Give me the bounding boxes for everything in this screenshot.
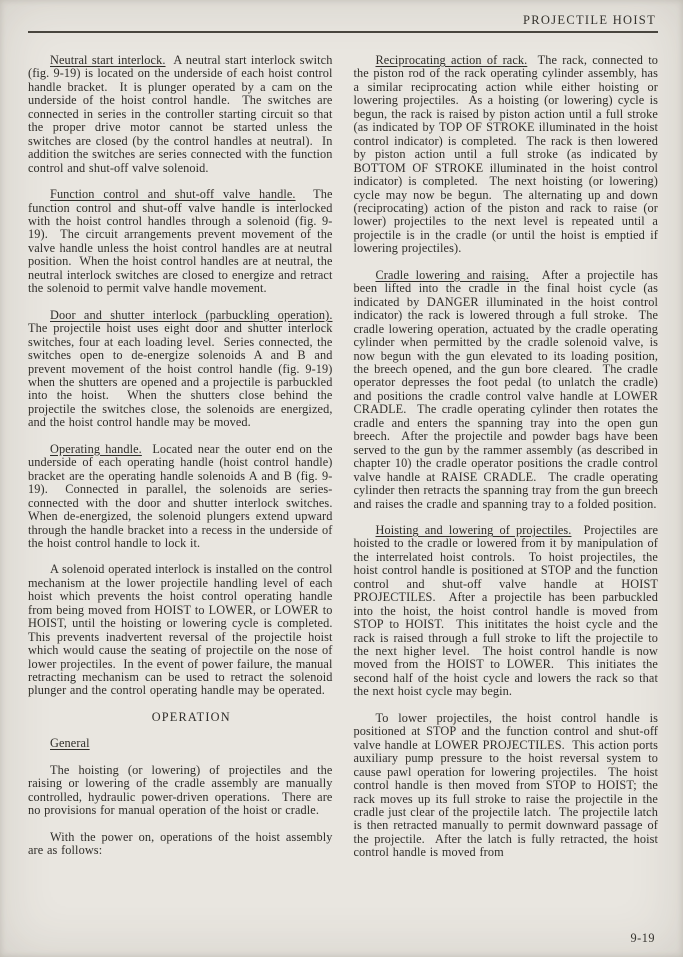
right-column bbox=[353, 53, 662, 873]
paragraph-general-intro bbox=[28, 762, 337, 818]
run-in-heading: Operating handle. bbox=[50, 441, 142, 456]
two-column-body bbox=[28, 53, 662, 873]
paragraph-text: A solenoid operated interlock is installed on the control mechanism at the lower projectile handling level of each hoist which prevents the hoist control operating handle from being moved from HOIST to LOWER, or LOWER to HOIST, until the hoisting or lowering cycle is completed. This prevents inadvertent reversal of the projectile hoist which would cause the seating of projectile on the nose of lower projectiles. In the event of power failure, the manual retracting mechanism can be used to retract the solenoid plunger and the control operating handle may be operated. bbox=[28, 562, 340, 698]
paragraph-power-on bbox=[28, 829, 337, 858]
paragraph-lower-projectiles bbox=[353, 710, 662, 860]
running-head: PROJECTILE HOIST bbox=[523, 13, 656, 27]
paragraph-reciprocating-action bbox=[353, 53, 662, 256]
page-header bbox=[28, 13, 658, 33]
run-in-heading: Hoisting and lowering of projectiles. bbox=[375, 522, 572, 537]
paragraph-function-control bbox=[28, 187, 337, 296]
paragraph-text: Located near the outer end on the underside of each operating handle (hoist control handle) bracket are the operating handle solenoids A and B (fig. 9-19). Connected in parallel, the solenoids are series-connected with the door and shutter interlock switches. When de-energized, the solenoid plungers extend upward through the handle bracket into a recess in the underside of the hoist control handle to lock it. bbox=[28, 441, 340, 550]
header-rule bbox=[28, 31, 658, 33]
paragraph-cradle-lowering-raising bbox=[353, 267, 662, 511]
paragraph-text: With the power on, operations of the hoist assembly are as follows: bbox=[28, 829, 337, 858]
run-in-heading: Neutral start interlock. bbox=[50, 53, 166, 67]
paragraph-solenoid-interlock bbox=[28, 562, 340, 698]
left-column bbox=[28, 53, 340, 873]
paragraph-operating-handle bbox=[28, 441, 340, 551]
paragraph-text: After a projectile has been lifted into the cradle in the final hoist cycle (as indicated by DANGER illuminated in the hoist control indicator) the rack is lowered through a full stroke. The cradle lowering operation, actuated by the cradle operating cylinder when permitted by the cradle solenoid valve, is now begun with the gun elevated to its loading position, the breech opened, and the gun bore cleared. The cradle operator depresses the foot pedal (to unlatch the cradle) and positions the cradle control valve handle at LOWER CRADLE. The cradle operating cylinder then rotates the cradle and enters the spanning tray into the open gun breech. After the projectile and powder bags have been served to the gun by the rammer assembly (as described in chapter 10) the cradle operator positions the cradle control valve handle at RAISE CRADLE. The cradle operating cylinder then retracts the spanning tray from the gun breech and raises the cradle and spanning tray to a folded position. bbox=[353, 267, 662, 511]
subsection-heading-text: General bbox=[50, 736, 90, 751]
page-number: 9-19 bbox=[630, 931, 655, 945]
run-in-heading: Cradle lowering and raising. bbox=[375, 267, 529, 282]
subsection-heading-general bbox=[28, 737, 333, 750]
paragraph-text: The function control and shut-off valve handle is interlocked with the hoist control handles through a solenoid (fig. 9-19). The circuit arrangements prevent movement of the valve handle unless the hoist control handles are at neutral position. When the hoist control handles are at neutral, the neutral interlock switches are closed to energize and retract the solenoid to permit valve handle movement. bbox=[28, 187, 337, 296]
paragraph-neutral-start-interlock bbox=[28, 53, 337, 175]
paragraph-text: Projectiles are hoisted to the cradle or lowered from it by manipulation of the interrelated hoist controls. To hoist projectiles, the hoist control handle is positioned at STOP and the function control and shut-off valve handle at HOIST PROJECTILES. After a projectile has been parbuckled into the hoist, the hoist control handle is moved from STOP to HOIST. This inititates the hoist cycle and the rack is raised through a full stroke to lift the projectile to the next higher level. The hoist control handle is now moved from the HOIST to LOWER. This initiates the second half of the hoist cycle and lowers the rack so that the next hoist cycle may begin. bbox=[353, 522, 662, 699]
run-in-heading: Function control and shut-off valve handle. bbox=[50, 187, 296, 202]
paragraph-door-shutter-interlock bbox=[28, 307, 340, 430]
run-in-heading: Door and shutter interlock (parbuckling operation). bbox=[50, 307, 333, 322]
paragraph-text: The hoisting (or lowering) of projectiles and the raising or lowering of the cradle assembly are manually controlled, hydraulic power-driven operations. There are no provisions for manual operation of the hoist or cradle. bbox=[28, 762, 337, 818]
paragraph-text: A neutral start interlock switch (fig. 9-19) is located on the underside of each hoist control handle bracket. It is plunger operated by a cam on the underside of the hoist control handle. The switches are connected in series in the controller starting circuit so that the proper drive motor cannot be started unless the switches are closed (by the control handles at neutral). In addition the switches are series connected with the function control and shut-off valve solenoid. bbox=[28, 53, 337, 175]
section-heading-operation: OPERATION bbox=[151, 709, 231, 724]
paragraph-text: The projectile hoist uses eight door and shutter interlock switches, four at each loading level. Series connected, the switches open to de-energize solenoids A and B and prevent movement of the hoist control handle (fig. 9-19) when the shutters are opened and a projectile is parbuckled into the hoist. When the shutters close behind the projectile the switches close, the solenoids are energized, and the hoist control handle may be moved. bbox=[28, 307, 340, 430]
paragraph-text: To lower projectiles, the hoist control handle is positioned at STOP and the function control and shut-off valve handle at LOWER PROJECTILES. This action ports auxiliary pump pressure to the hoist reversal system to cause pawl operation for lowering projectiles. The hoist control handle is then moved from STOP to HOIST; the rack moves up its full stroke to raise the projectile in the cradle just clear of the projectile latch. The projectile latch is then retracted manually to permit downward passage of the projectile. After the latch is fully retracted, the hoist control handle is moved from bbox=[353, 710, 662, 860]
paragraph-text: The rack, connected to the piston rod of the rack operating cylinder assembly, has a similar reciprocating action while either hoisting or lowering projectiles. As a hoisting (or lowering) cycle is begun, the rack is raised by piston action until a full stroke (as indicated by TOP OF STROKE illuminated in the hoist control indicator) is completed. The rack is then lowered by piston action until a full stroke (as indicated by BOTTOM OF STROKE illuminated in the hoist control indicator) is completed. The next hoisting (or lowering) cycle may now be begun. The alternating up and down (reciprocating) action of the piston and rack to raise (or lower) projectiles to the next level is repeated until a projectile is in the cradle (or until the hoist is emptied if lowering projectiles). bbox=[353, 53, 662, 256]
run-in-heading: Reciprocating action of rack. bbox=[375, 53, 528, 67]
paragraph-hoisting-lowering bbox=[353, 522, 662, 699]
